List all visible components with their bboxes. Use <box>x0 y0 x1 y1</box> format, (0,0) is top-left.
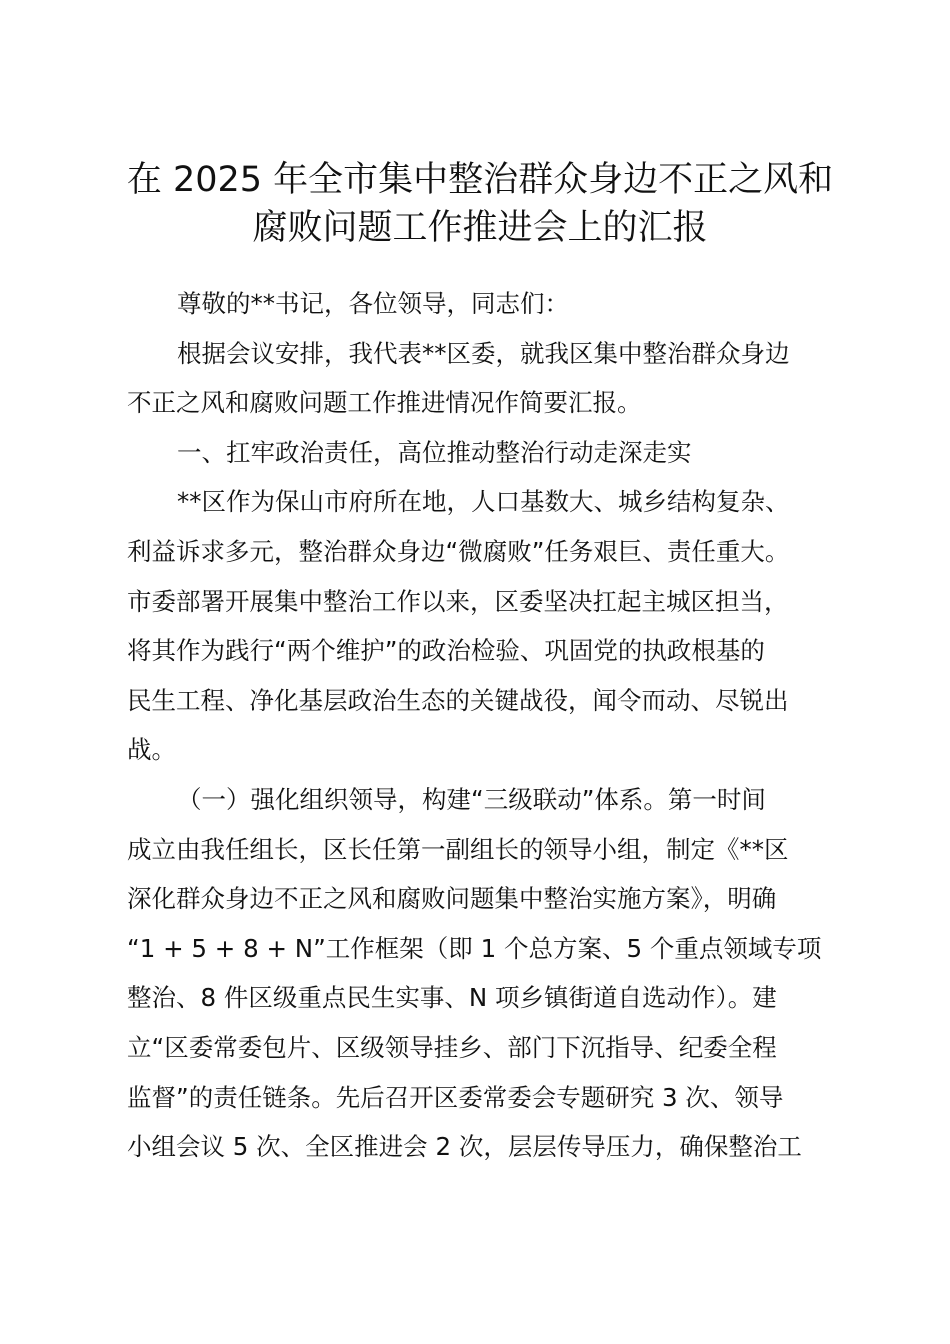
paragraph-line: 民生工程、净化基层政治生态的关键战役，闻令而动、尽锐出 <box>127 685 789 715</box>
paragraph-line: 根据会议安排，我代表**区委，就我区集中整治群众身边 <box>177 338 790 368</box>
paragraph-line: 将其作为践行“两个维护”的政治检验、巩固党的执政根基的 <box>127 636 765 666</box>
paragraph-line: 深化群众身边不正之风和腐败问题集中整治实施方案》，明确 <box>127 884 777 914</box>
title-line-2: 腐败问题工作推进会上的汇报 <box>252 208 708 248</box>
paragraph-line: “1 + 5 + 8 + N”工作框架（即 1 个总方案、5 个重点领域专项 <box>127 933 822 963</box>
paragraph-line: 不正之风和腐败问题工作推进情况作简要汇报。 <box>127 388 642 418</box>
paragraph-line: 立“区委常委包片、区级领导挂乡、部门下沉指导、纪委全程 <box>127 1032 777 1062</box>
paragraph-line: 成立由我任组长，区长任第一副组长的领导小组，制定《**区 <box>127 834 789 864</box>
paragraph-line: 监督”的责任链条。先后召开区委常委会专题研究 3 次、领导 <box>127 1082 784 1112</box>
paragraph-line: 战。 <box>127 735 176 765</box>
section-heading: 一、扛牢政治责任，高位推动整治行动走深走实 <box>177 437 692 467</box>
paragraph-line: （一）强化组织领导，构建“三级联动”体系。第一时间 <box>177 784 766 814</box>
paragraph-line: 小组会议 5 次、全区推进会 2 次，层层传导压力，确保整治工 <box>127 1132 802 1162</box>
paragraph-line: **区作为保山市府所在地，人口基数大、城乡结构复杂、 <box>177 487 790 517</box>
salutation: 尊敬的**书记，各位领导，同志们： <box>177 289 569 318</box>
document-title <box>90 156 870 252</box>
paragraph-line: 整治、8 件区级重点民生实事、N 项乡镇街道自选动作）。建 <box>127 983 777 1013</box>
title-line-1: 在 2025 年全市集中整治群众身边不正之风和 <box>126 160 834 200</box>
document-body <box>127 279 839 1172</box>
paragraph-line: 市委部署开展集中整治工作以来，区委坚决扛起主城区担当， <box>127 586 789 616</box>
paragraph-line: 利益诉求多元，整治群众身边“微腐败”任务艰巨、责任重大。 <box>127 536 790 566</box>
